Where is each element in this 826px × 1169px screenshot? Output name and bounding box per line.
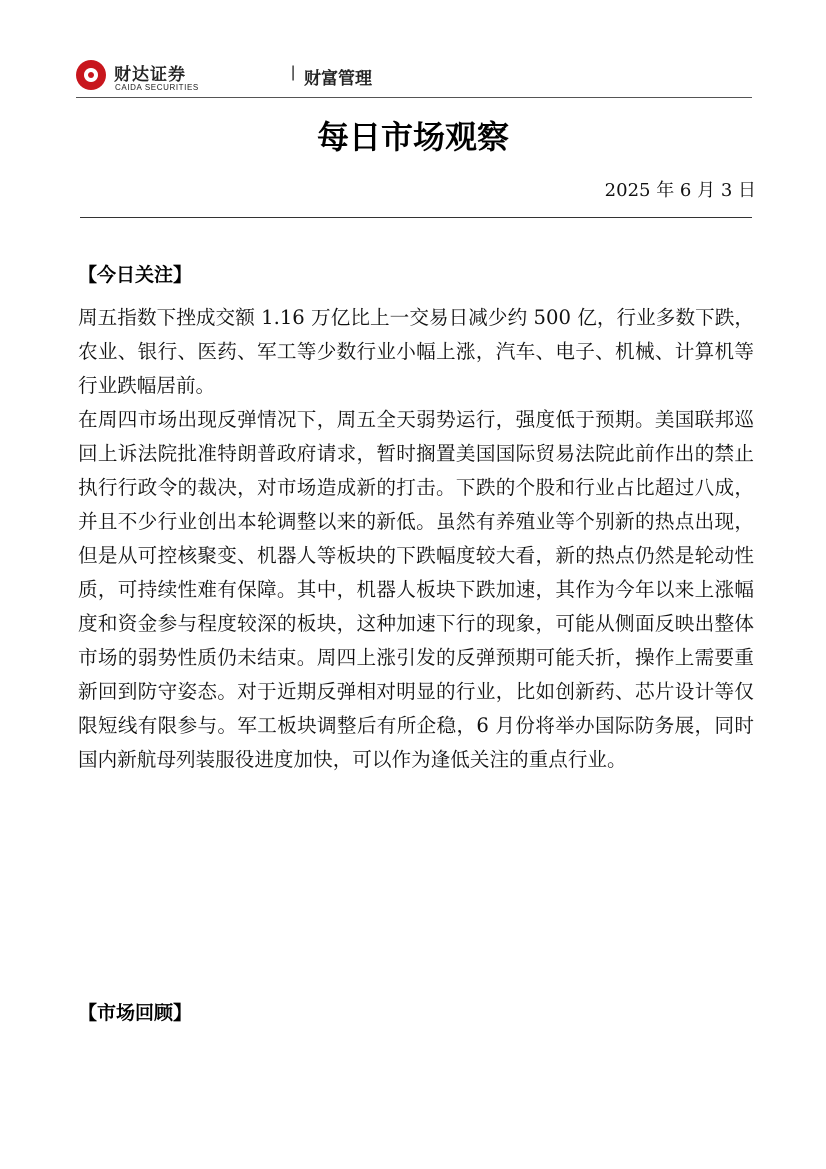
caida-logo-icon (76, 60, 106, 90)
report-date: 2025 年 6 月 3 日 (604, 180, 756, 201)
section-heading-review: 【市场回顾】 (78, 1002, 193, 1024)
brand-name-english: CAIDA SECURITIES (115, 83, 199, 92)
division-name: 财富管理 (304, 69, 372, 89)
date-divider (80, 217, 752, 218)
section-body-focus (78, 301, 754, 777)
header-separator: | (291, 64, 296, 81)
paragraph: 周五指数下挫成交额 1.16 万亿比上一交易日减少约 500 亿，行业多数下跌，农业、银行、医药、军工等少数行业小幅上涨，汽车、电子、机械、计算机等行业跌幅居前。 (78, 306, 754, 397)
header-divider (76, 97, 752, 98)
page-title: 每日市场观察 (316, 118, 509, 156)
brand-name: 财达证券 (114, 65, 186, 85)
section-heading-focus: 【今日关注】 (78, 264, 193, 286)
paragraph: 在周四市场出现反弹情况下，周五全天弱势运行，强度低于预期。美国联邦巡回上诉法院批准特朗普政府请求，暂时搁置美国国际贸易法院此前作出的禁止执行行政令的裁决，对市场造成新的打击。下跌的个股和行业占比超过八成，并且不少行业创出本轮调整以来的新低。虽然有养殖业等个别新的热点出现，但是从可控核聚变、机器人等板块的下跌幅度较大看，新的热点仍然是轮动性质，可持续性难有保障。其中，机器人板块下跌加速，其作为今年以来上涨幅度和资金参与程度较深的板块，这种加速下行的现象，可能从侧面反映出整体市场的弱势性质仍未结束。周四上涨引发的反弹预期可能夭折，操作上需要重新回到防守姿态。对于近期反弹相对明显的行业，比如创新药、芯片设计等仅限短线有限参与。军工板块调整后有所企稳，6 月份将举办国际防务展，同时国内新航母列装服役进度加快，可以作为逢低关注的重点行业。 (78, 408, 754, 771)
page-header (76, 58, 752, 98)
